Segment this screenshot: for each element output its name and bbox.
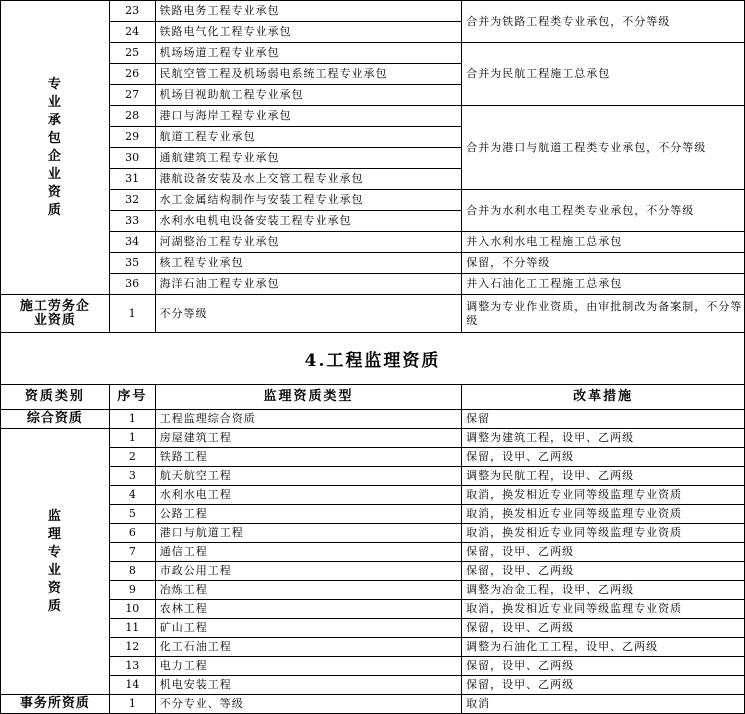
qualification-type: 铁路电气化工程专业承包 [155,22,462,43]
qualification-type: 矿山工程 [155,619,461,638]
qualification-type: 不分等级 [155,295,462,333]
row-number: 1 [109,295,155,333]
row-number: 28 [109,106,155,127]
qualification-type: 机电安装工程 [155,676,461,695]
category-cell-professional [1,1,110,295]
qualification-type: 通航建筑工程专业承包 [155,148,462,169]
qualification-type: 水利水电工程 [155,486,461,505]
qualification-type: 民航空管工程及机场弱电系统工程专业承包 [155,64,462,85]
section-title: 4.工程监理资质 [0,332,745,384]
qualification-type: 机场目视助航工程专业承包 [155,85,462,106]
reform-measure: 保留，不分等级 [462,253,745,274]
qualification-type: 铁路工程 [155,448,461,467]
row-number: 30 [109,148,155,169]
row-number: 27 [109,85,155,106]
row-number: 6 [109,524,155,543]
row-number: 9 [109,581,155,600]
qualification-type: 水工金属结构制作与安装工程专业承包 [155,190,462,211]
row-number: 33 [109,211,155,232]
qualification-type: 通信工程 [155,543,461,562]
row-number: 3 [109,467,155,486]
reform-measure: 保留，设甲、乙两级 [462,448,745,467]
qualification-type: 房屋建筑工程 [155,429,461,448]
row-number: 34 [109,232,155,253]
professional-contracting-table [0,0,745,333]
category-label: 监理专业资质 [47,508,62,614]
qualification-type: 铁路电务工程专业承包 [155,1,462,22]
reform-measure: 取消，换发相近专业同等级监理专业资质 [462,486,745,505]
reform-measure: 保留，设甲、乙两级 [462,543,745,562]
qualification-type: 农林工程 [155,600,461,619]
qualification-type: 公路工程 [155,505,461,524]
reform-measure: 合并为水利水电工程类专业承包，不分等级 [462,190,745,232]
reform-measure: 保留，设甲、乙两级 [462,676,745,695]
header-measure: 改革措施 [462,385,745,410]
reform-measure: 取消，换发相近专业同等级监理专业资质 [462,524,745,543]
reform-measure: 并入水利水电工程施工总承包 [462,232,745,253]
header-type: 监理资质类型 [155,385,461,410]
reform-measure: 合并为港口与航道工程类专业承包，不分等级 [462,106,745,190]
row-number: 4 [109,486,155,505]
reform-measure: 调整为民航工程，设甲、乙两级 [462,467,745,486]
reform-measure: 调整为专业作业资质，由审批制改为备案制，不分等级 [462,295,745,333]
reform-measure: 保留，设甲、乙两级 [462,619,745,638]
row-number: 2 [109,448,155,467]
qualification-type: 港口与航道工程 [155,524,461,543]
row-number: 35 [109,253,155,274]
row-number: 8 [109,562,155,581]
row-number: 29 [109,127,155,148]
row-number: 5 [109,505,155,524]
category-label: 专业承包企业资质 [47,76,62,218]
row-number: 14 [109,676,155,695]
qualification-type: 航道工程专业承包 [155,127,462,148]
row-number: 24 [109,22,155,43]
qualification-type: 水利水电机电设备安装工程专业承包 [155,211,462,232]
row-number: 1 [109,410,155,429]
qualification-type: 电力工程 [155,657,461,676]
reform-measure: 保留 [462,410,745,429]
category-cell-comprehensive: 综合资质 [1,410,110,429]
reform-measure: 合并为民航工程施工总承包 [462,43,745,106]
category-cell-labor: 施工劳务企业资质 [1,295,110,333]
row-number: 31 [109,169,155,190]
row-number: 7 [109,543,155,562]
row-number: 36 [109,274,155,295]
row-number: 26 [109,64,155,85]
qualification-type: 不分专业、等级 [155,695,461,714]
header-category: 资质类别 [1,385,110,410]
reform-measure: 调整为建筑工程，设甲、乙两级 [462,429,745,448]
row-number: 13 [109,657,155,676]
qualification-type: 航天航空工程 [155,467,461,486]
reform-measure: 取消，换发相近专业同等级监理专业资质 [462,505,745,524]
supervision-table [0,384,745,714]
qualification-type: 河湖整治工程专业承包 [155,232,462,253]
reform-measure: 取消 [462,695,745,714]
reform-measure: 合并为铁路工程类专业承包，不分等级 [462,1,745,43]
qualification-type: 冶炼工程 [155,581,461,600]
row-number: 10 [109,600,155,619]
reform-measure: 保留，设甲、乙两级 [462,562,745,581]
row-number: 12 [109,638,155,657]
qualification-type: 港口与海岸工程专业承包 [155,106,462,127]
row-number: 25 [109,43,155,64]
qualification-type: 港航设备安装及水上交管工程专业承包 [155,169,462,190]
qualification-type: 海洋石油工程专业承包 [155,274,462,295]
row-number: 23 [109,1,155,22]
reform-measure: 并入石油化工工程施工总承包 [462,274,745,295]
row-number: 1 [109,429,155,448]
qualification-type: 机场场道工程专业承包 [155,43,462,64]
qualification-type: 工程监理综合资质 [155,410,461,429]
qualification-type: 化工石油工程 [155,638,461,657]
reform-measure: 保留，设甲、乙两级 [462,657,745,676]
category-cell-specialty [1,429,110,695]
reform-measure: 调整为冶金工程，设甲、乙两级 [462,581,745,600]
header-number: 序号 [109,385,155,410]
category-cell-firm: 事务所资质 [1,695,110,714]
reform-measure: 调整为石油化工工程，设甲、乙两级 [462,638,745,657]
qualification-type: 市政公用工程 [155,562,461,581]
qualification-type: 核工程专业承包 [155,253,462,274]
row-number: 1 [109,695,155,714]
row-number: 32 [109,190,155,211]
row-number: 11 [109,619,155,638]
reform-measure: 取消，换发相近专业同等级监理专业资质 [462,600,745,619]
